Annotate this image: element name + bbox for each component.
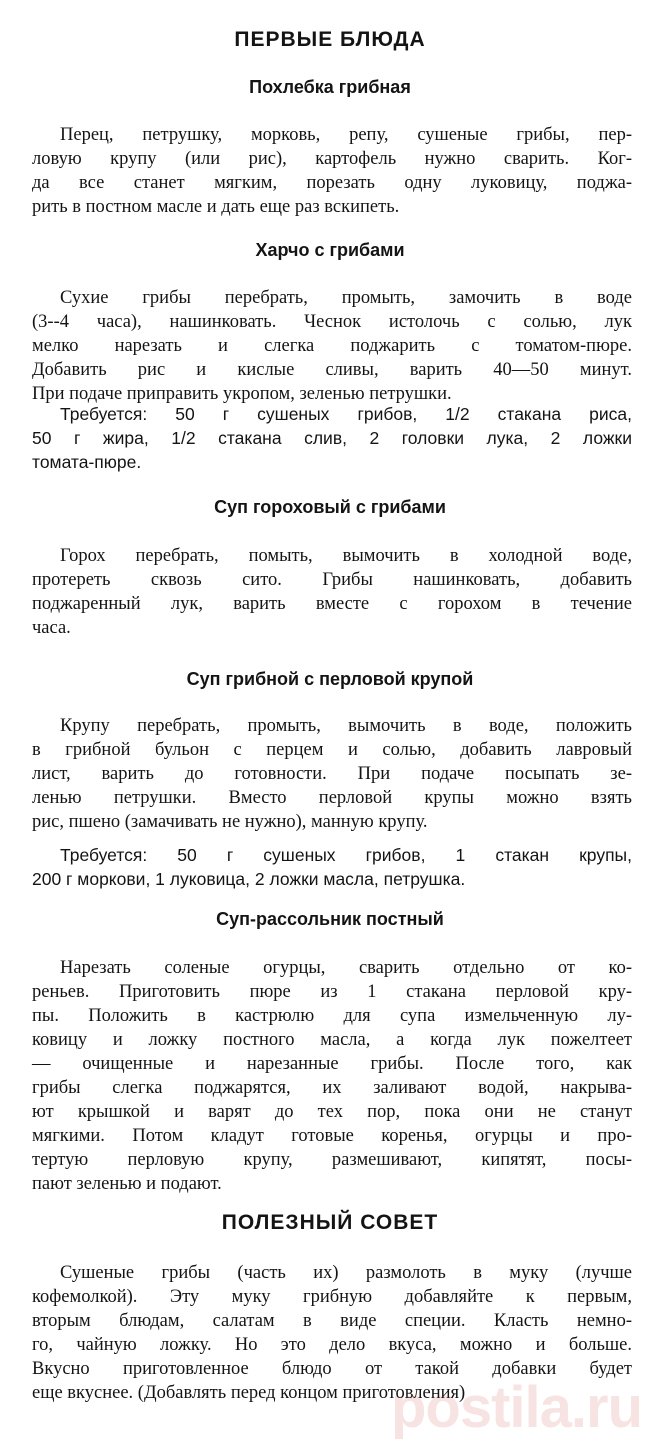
text-line: При подаче приправить укропом, зеленью петрушки. xyxy=(32,384,452,404)
tip-paragraph xyxy=(32,1261,632,1405)
watermark: postila.ru xyxy=(390,1375,642,1440)
text-line: Требуется: 50 г сушеных грибов, 1/2 стакана риса, xyxy=(60,404,632,424)
text-line: ленью петрушки. Вместо перловой крупы можно взять xyxy=(32,788,632,808)
text-line: часа. xyxy=(32,618,71,638)
text-line: лист, варить до готовности. При подаче посыпать зе- xyxy=(32,764,632,784)
text-line: Вкусно приготовленное блюдо от такой добавки будет xyxy=(32,1359,632,1379)
recipe-paragraph xyxy=(32,544,632,640)
tip-title: ПОЛЕЗНЫЙ СОВЕТ xyxy=(221,1211,439,1234)
text-line: да все станет мягким, порезать одну луковицу, поджа- xyxy=(32,173,632,193)
text-line: ют крышкой и варят до тех пор, пока они не станут xyxy=(32,1102,632,1122)
text-line: тертую перловую крупу, размешивают, кипятят, посы- xyxy=(32,1150,632,1170)
text-line: вторым блюдам, салатам в виде специи. Класть немно- xyxy=(32,1311,632,1331)
text-line: Нарезать соленые огурцы, сварить отдельно от ко- xyxy=(60,958,632,978)
recipe-paragraph xyxy=(32,956,632,1196)
text-line: рить в постном масле и дать еще раз вскипеть. xyxy=(32,197,400,217)
text-line: пают зеленью и подают. xyxy=(32,1174,222,1194)
text-line: Горох перебрать, помыть, вымочить в холодной воде, xyxy=(60,546,632,566)
text-line: мягкими. Потом кладут готовые коренья, огурцы и про- xyxy=(32,1126,632,1146)
text-line: Добавить рис и кислые сливы, варить 40—50 минут. xyxy=(32,360,632,380)
text-line: 200 г моркови, 1 луковица, 2 ложки масла, петрушка. xyxy=(32,869,466,889)
text-line: 50 г жира, 1/2 стакана слив, 2 головки лука, 2 ложки xyxy=(32,428,632,448)
recipe-paragraph xyxy=(32,286,632,406)
text-line: Сушеные грибы (часть их) размолоть в муку (лучше xyxy=(60,1263,632,1283)
text-line: Перец, петрушку, морковь, репу, сушеные грибы, пер- xyxy=(60,125,632,145)
text-line: рис, пшено (замачивать не нужно), манную крупу. xyxy=(32,812,428,832)
text-line: (3--4 часа), нашинковать. Чеснок истолочь с солью, лук xyxy=(32,312,632,332)
text-line: ловую крупу (или рис), картофель нужно сварить. Ког- xyxy=(32,149,632,169)
chapter-title: ПЕРВЫЕ БЛЮДА xyxy=(234,28,426,51)
text-line: Сухие грибы перебрать, промыть, замочить в воде xyxy=(60,288,632,308)
text-line: еще вкуснее. (Добавлять перед концом приготовления) xyxy=(32,1383,466,1403)
text-line: реньев. Приготовить пюре из 1 стакана перловой кру- xyxy=(32,982,632,1002)
recipe-paragraph xyxy=(32,123,632,219)
text-line: ковицу и ложку постного масла, а когда лук пожелтеет xyxy=(32,1030,632,1050)
recipe-title: Суп-рассольник постный xyxy=(216,909,444,929)
recipe-paragraph xyxy=(32,714,632,834)
recipe-title: Похлебка грибная xyxy=(249,77,411,97)
text-line: томата-пюре. xyxy=(32,452,142,472)
text-line: Крупу перебрать, промыть, вымочить в воде, положить xyxy=(60,716,632,736)
text-line: в грибной бульон с перцем и солью, добавить лавровый xyxy=(32,740,632,760)
text-line: кофемолкой). Эту муку грибную добавляйте к первым, xyxy=(32,1287,632,1307)
text-line: протереть сквозь сито. Грибы нашинковать, добавить xyxy=(32,570,632,590)
recipe-title: Суп гороховый с грибами xyxy=(214,497,446,517)
recipe-ingredients xyxy=(32,402,632,474)
text-line: мелко нарезать и слегка поджарить с томатом-пюре. xyxy=(32,336,632,356)
recipe-title: Харчо с грибами xyxy=(255,240,405,260)
recipe-ingredients xyxy=(32,843,632,891)
text-line: поджаренный лук, варить вместе с горохом в течение xyxy=(32,594,632,614)
text-line: Требуется: 50 г сушеных грибов, 1 стакан крупы, xyxy=(60,845,632,865)
recipe-title: Суп грибной с перловой крупой xyxy=(186,669,474,689)
text-line: пы. Положить в кастрюлю для супа измельченную лу- xyxy=(32,1006,632,1026)
text-line: го, чайную ложку. Но это дело вкуса, можно и больше. xyxy=(32,1335,632,1355)
text-line: грибы слегка поджарятся, их заливают водой, накрыва- xyxy=(32,1078,632,1098)
text-line: — очищенные и нарезанные грибы. После того, как xyxy=(32,1054,632,1074)
